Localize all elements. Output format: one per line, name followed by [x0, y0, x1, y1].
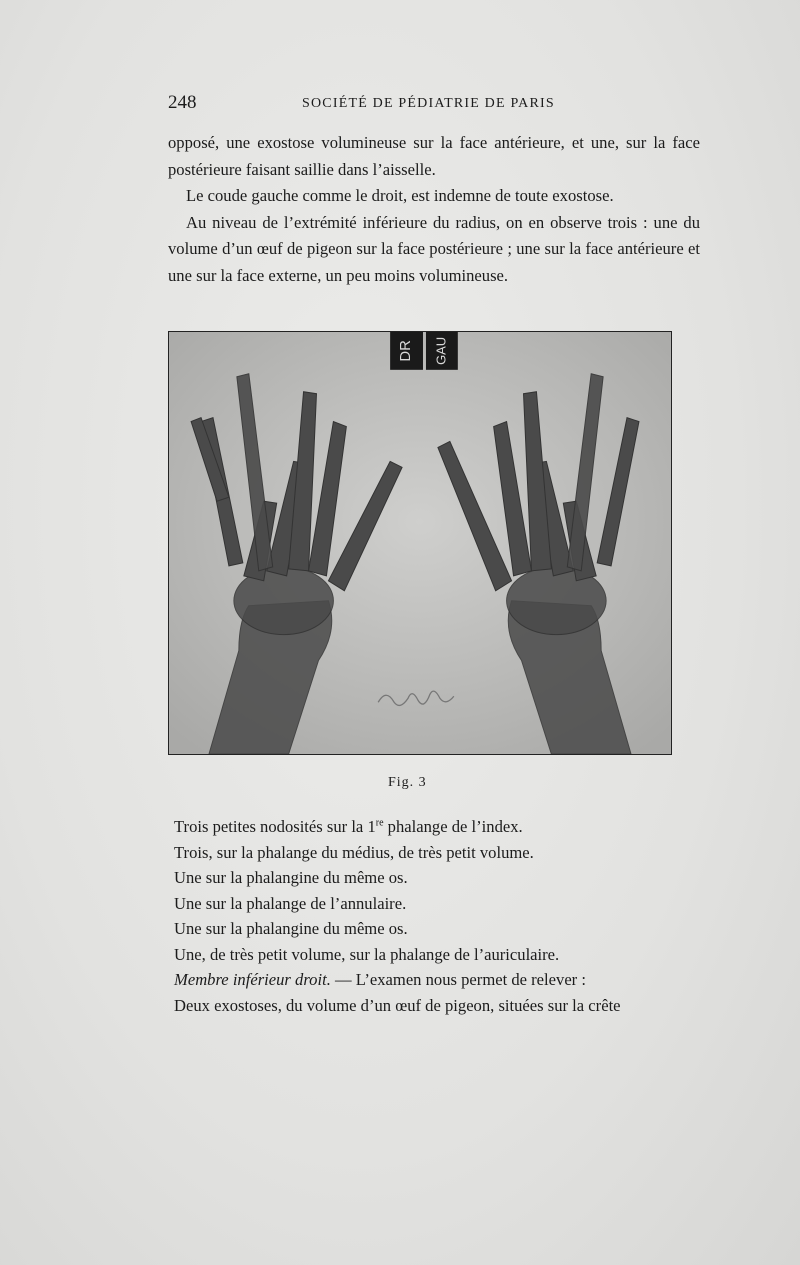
paragraph-radius: Au niveau de l’extrémité inférieure du radius, on en observe trois : une du volume d’un œuf de pigeon sur la face postérieure ; une sur la face antérieure et une sur la face externe, un peu moins volumineuse.	[168, 212, 700, 285]
marker-left-text: DR	[397, 340, 415, 362]
text-line-3: Une sur la phalangine du même os.	[174, 868, 408, 887]
top-text-block	[168, 130, 700, 289]
bottom-text-block	[174, 814, 694, 1018]
section-heading: Membre inférieur droit.	[174, 970, 331, 989]
paragraph-elbow: Le coude gauche comme le droit, est indemne de toute exostose.	[186, 186, 614, 205]
text-line-2: Trois, sur la phalange du médius, de très petit volume.	[174, 842, 534, 862]
running-title: SOCIÉTÉ DE PÉDIATRIE DE PARIS	[302, 96, 555, 111]
text-line-4: Une sur la phalange de l’annulaire.	[174, 893, 407, 913]
page-number: 248	[168, 92, 197, 113]
page-header	[168, 92, 700, 118]
figure-caption: Fig. 3	[388, 775, 427, 790]
xray-hands-image	[169, 332, 671, 754]
marker-right-text: GAU	[433, 336, 449, 365]
text-line-5: Une sur la phalangine du même os.	[174, 919, 408, 938]
xray-figure	[168, 331, 672, 755]
text-line-1: Trois petites nodosités sur la 1re phalange de l’index.	[174, 817, 523, 836]
text-line-6: Une, de très petit volume, sur la phalange de l’auriculaire.	[174, 944, 560, 964]
paragraph-continuation: opposé, une exostose volumineuse sur la face antérieure, et une, sur la face postérieure faisant saillie dans l’aisselle.	[168, 133, 700, 179]
text-line-8: Deux exostoses, du volume d’un œuf de pigeon, situées sur la crête	[174, 995, 621, 1015]
text-line-7: Membre inférieur droit. — L’examen nous permet de relever :	[174, 970, 586, 989]
